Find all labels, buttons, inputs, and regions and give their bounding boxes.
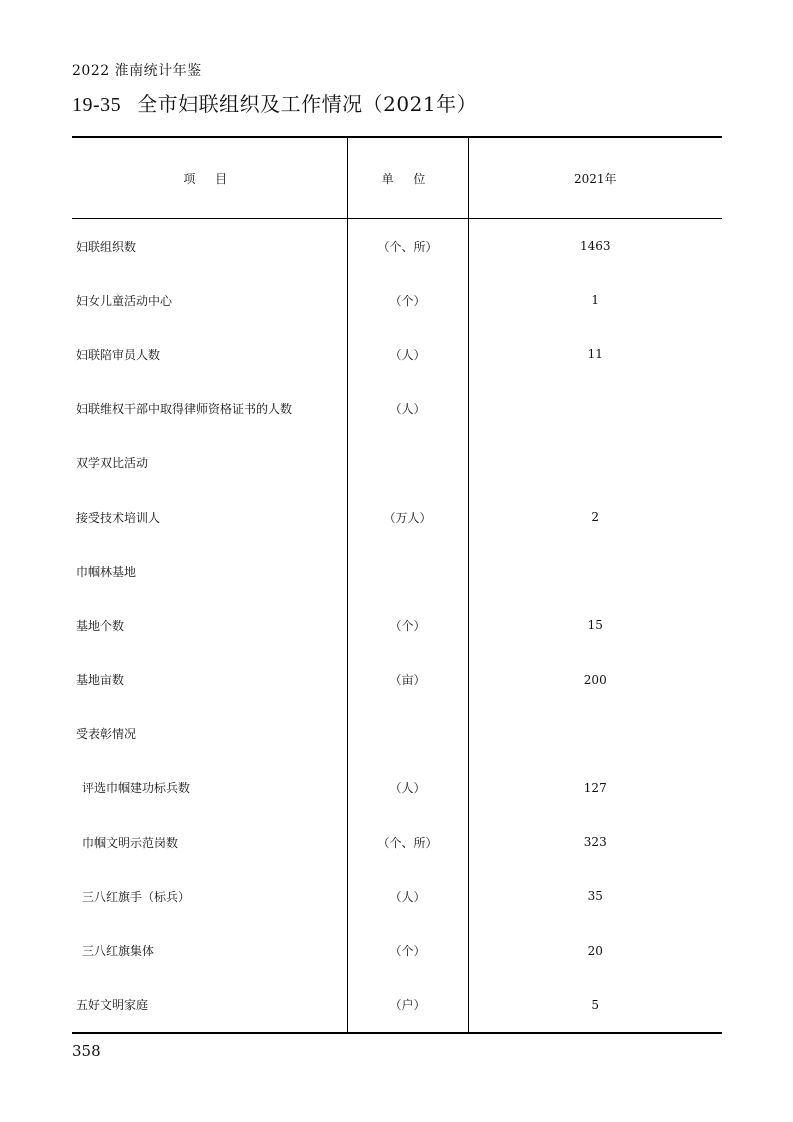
row-unit: （亩） [347,653,468,707]
row-label: 妇女儿童活动中心 [76,293,173,308]
row-value: 11 [468,327,722,381]
row-unit: （个） [347,273,468,327]
running-head: 2022 淮南统计年鉴 [72,63,202,79]
column-header-unit: 单 位 [347,137,468,219]
table-row [72,219,722,274]
row-label: 三八红旗手（标兵） [82,889,191,904]
page-number: 358 [72,1042,101,1060]
table-row [72,761,722,815]
table-number: 19-35 [72,94,122,116]
row-value [468,707,722,761]
row-label: 妇联维权干部中取得律师资格证书的人数 [76,402,293,417]
table-row [72,382,722,436]
row-label: 三八红旗集体 [82,944,155,959]
row-value: 127 [468,761,722,815]
table-row [72,815,722,869]
row-unit: （万人） [347,490,468,544]
row-value: 1463 [468,219,722,274]
row-value [468,436,722,490]
row-unit: （个、所） [347,815,468,869]
row-unit: （个） [347,923,468,977]
row-value: 1 [468,273,722,327]
row-label: 基地亩数 [76,673,125,688]
row-unit: （人） [347,761,468,815]
table-row [72,978,722,1033]
row-label: 五好文明家庭 [72,978,347,1033]
row-unit: （人） [347,869,468,923]
table-row [72,273,722,327]
row-value: 200 [468,653,722,707]
statistics-table [72,136,722,1034]
column-header-year: 2021年 [468,137,722,219]
row-label: 接受技术培训人 [76,510,161,525]
row-label: 受表彰情况 [76,727,137,742]
row-unit: （人） [347,327,468,381]
table-row [72,869,722,923]
table-row [72,598,722,652]
table-row [72,923,722,977]
row-label: 巾帼林基地 [76,564,137,579]
row-unit: （个） [347,598,468,652]
row-unit: （个、所） [347,219,468,274]
row-value [468,544,722,598]
row-value: 5 [468,978,722,1033]
table-row [72,436,722,490]
row-unit [347,544,468,598]
row-unit [347,436,468,490]
table-header-row [72,137,722,219]
row-value: 323 [468,815,722,869]
row-unit: （人） [347,382,468,436]
row-label: 双学双比活动 [76,456,149,471]
table-row [72,490,722,544]
table-row [72,707,722,761]
row-value [468,382,722,436]
row-label: 妇联陪审员人数 [76,347,161,362]
row-value: 35 [468,869,722,923]
row-label: 巾帼文明示范岗数 [82,835,179,850]
table-row [72,327,722,381]
row-unit: （户） [347,978,468,1033]
table-row [72,653,722,707]
row-value: 2 [468,490,722,544]
row-label: 评选巾帼建功标兵数 [82,781,191,796]
table-title [72,88,477,117]
column-header-item: 项 目 [72,137,347,219]
row-label: 基地个数 [76,618,125,633]
table-title-text: 全市妇联组织及工作情况（2021年） [137,92,478,116]
table-row [72,544,722,598]
row-label: 妇联组织数 [76,239,137,254]
row-value: 15 [468,598,722,652]
row-unit [347,707,468,761]
row-value: 20 [468,923,722,977]
